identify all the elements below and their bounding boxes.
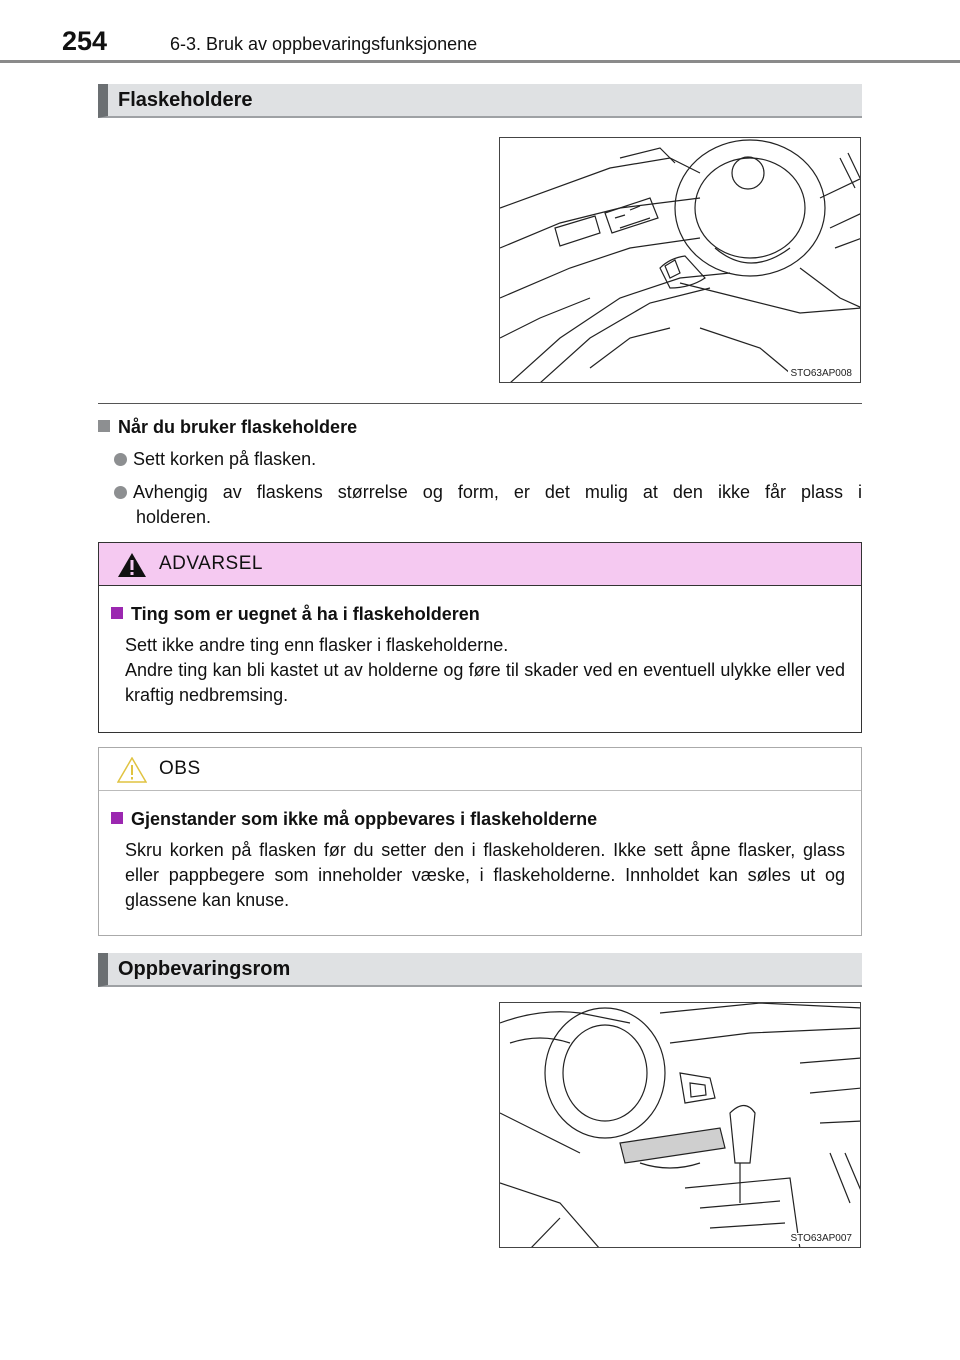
section-heading-storage <box>98 953 862 987</box>
notice-subheading-text: Gjenstander som ikke må oppbevares i flaskeholderne <box>131 809 598 829</box>
bullet-item-size <box>114 480 862 530</box>
storage-compartment-illustration <box>500 1003 861 1248</box>
square-bullet-icon <box>111 607 123 619</box>
notice-subheading <box>111 809 845 830</box>
warning-body <box>99 586 861 708</box>
usage-heading <box>98 417 357 438</box>
bullet-text-continued: holderen. <box>136 507 212 527</box>
warning-line-1: Sett ikke andre ting enn flasker i flaskeholderne. <box>125 635 509 655</box>
round-bullet-icon <box>114 486 127 499</box>
usage-heading-text: Når du bruker flaskeholdere <box>118 417 358 437</box>
section-title: Flaskeholdere <box>118 89 253 111</box>
warning-box <box>98 542 862 733</box>
bullet-text: Sett korken på flasken. <box>133 449 317 469</box>
notice-text: Skru korken på flasken før du setter den i flaskeholderen. Ikke sett åpne flasker, glass eller pappbegere som inneholder væske, i flaskeholderne. Innholdet kan søles ut og glassene kan knuse. <box>125 840 845 910</box>
divider-rule <box>98 403 862 404</box>
page-number: 254 <box>62 26 108 56</box>
warning-label: ADVARSEL <box>159 553 263 574</box>
square-bullet-icon <box>98 420 110 432</box>
figure-code: STO63AP008 <box>790 368 852 379</box>
bullet-item-cap <box>114 447 862 472</box>
figure-bottle-holder <box>499 137 861 383</box>
bullet-text: Avhengig av flaskens størrelse og form, er det mulig at den ikke får plass i <box>133 482 862 502</box>
page-header <box>0 0 960 62</box>
notice-header <box>99 748 861 791</box>
notice-box <box>98 747 862 936</box>
header-rule <box>0 60 960 63</box>
warning-triangle-icon <box>117 552 147 578</box>
warning-subheading <box>111 604 845 625</box>
notice-body <box>99 791 861 913</box>
chapter-title: 6-3. Bruk av oppbevaringsfunksjonene <box>170 34 478 54</box>
section-heading-bottle-holders <box>98 84 862 118</box>
section-title: Oppbevaringsrom <box>118 958 291 980</box>
square-bullet-icon <box>111 812 123 824</box>
notice-label: OBS <box>159 758 201 779</box>
round-bullet-icon <box>114 453 127 466</box>
warning-subheading-text: Ting som er uegnet å ha i flaskeholderen <box>131 604 480 624</box>
figure-storage-compartment <box>499 1002 861 1248</box>
bottle-holder-illustration <box>500 138 861 383</box>
figure-code: STO63AP007 <box>790 1233 852 1244</box>
caution-triangle-icon <box>117 757 147 783</box>
warning-header <box>99 543 861 586</box>
warning-line-2: Andre ting kan bli kastet ut av holderne og føre til skader ved en eventuell ulykke eller ved kraftig nedbremsing. <box>125 660 845 705</box>
